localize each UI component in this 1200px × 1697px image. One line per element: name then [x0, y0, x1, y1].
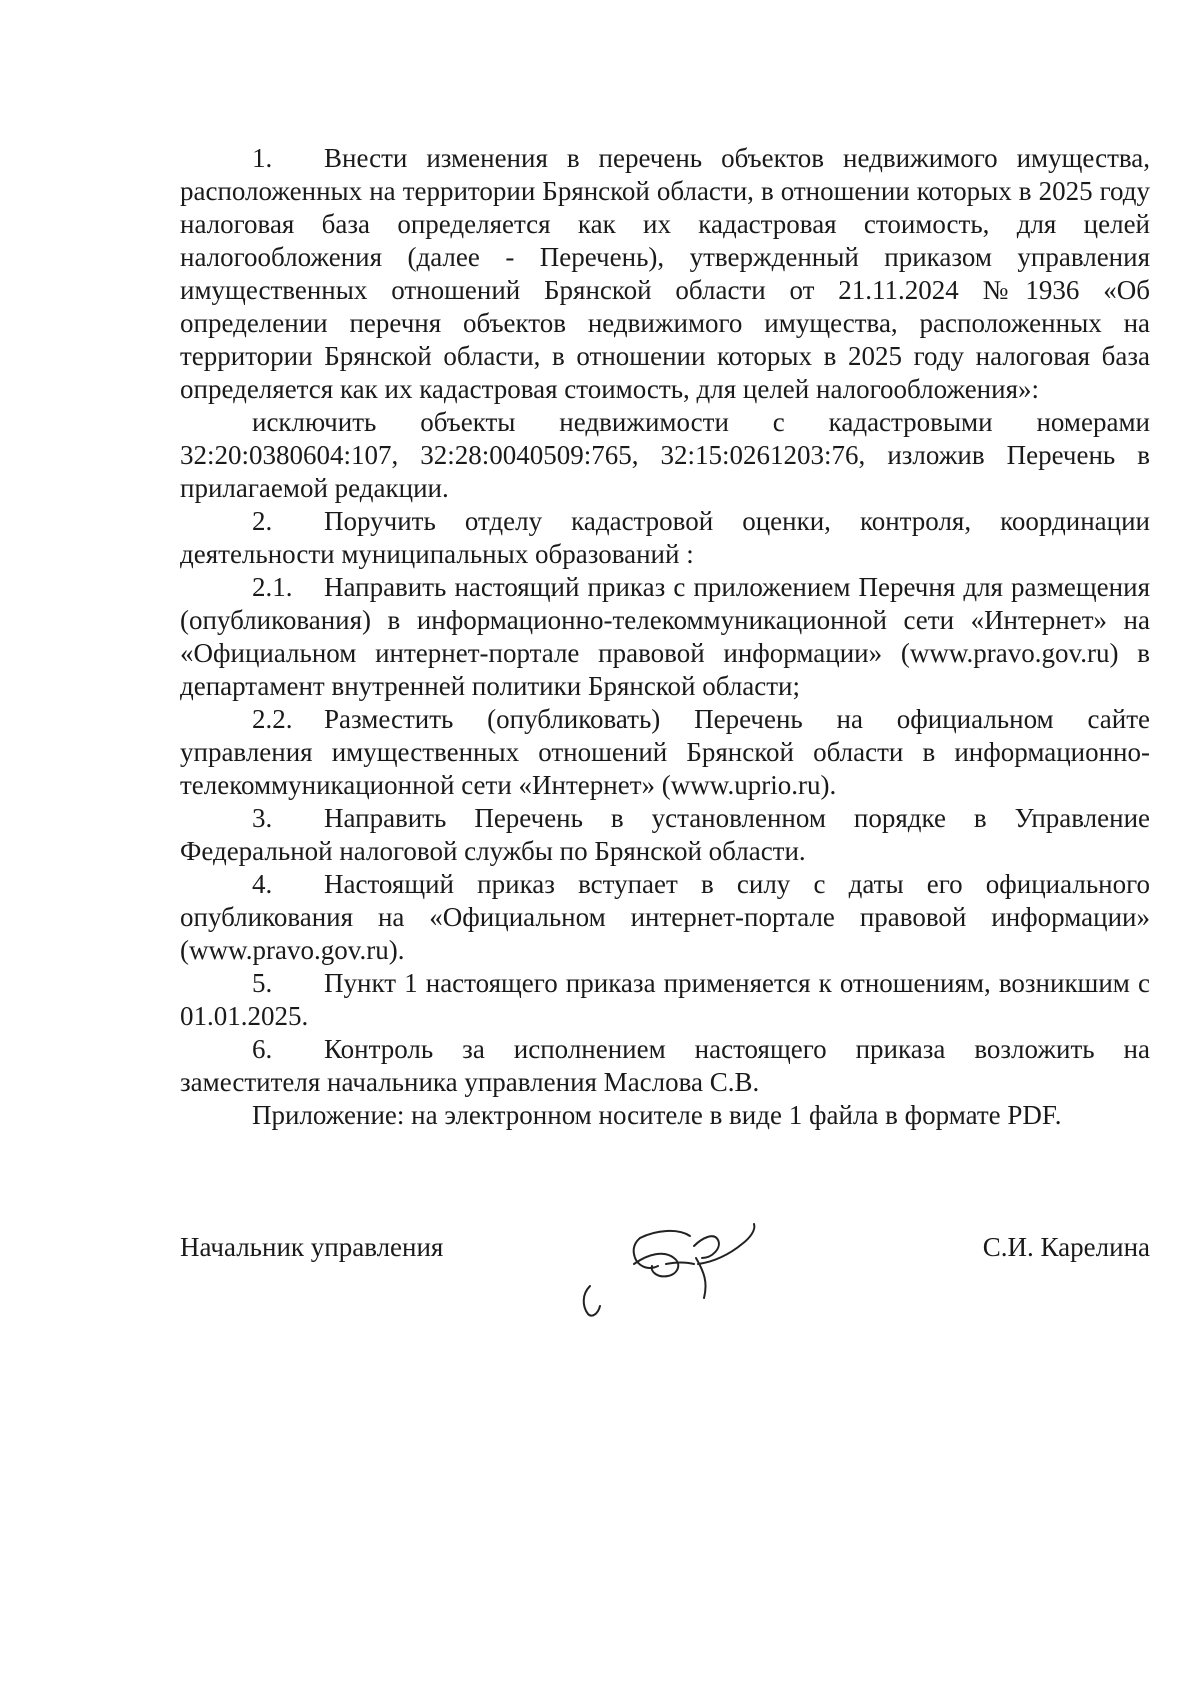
order-item-2-1	[180, 571, 1150, 703]
item-text: исключить объекты недвижимости с кадастровыми номерами 32:20:0380604:107, 32:28:0040509:765, 32:15:0261203:76, изложив Перечень в прилагаемой редакции.	[180, 407, 1150, 503]
item-number: 2.2.	[252, 704, 293, 734]
attachment-note: Приложение: на электронном носителе в виде 1 файла в формате PDF.	[252, 1100, 1062, 1130]
order-item-1	[180, 142, 1150, 406]
item-number: 3.	[252, 803, 273, 833]
item-number: 2.	[252, 506, 273, 536]
order-item-2-2	[180, 703, 1150, 802]
signer-name: С.И. Карелина	[982, 1232, 1150, 1262]
order-item-1-detail	[180, 406, 1150, 505]
item-number: 1.	[252, 143, 273, 173]
order-item-6	[180, 1033, 1150, 1099]
signer-position: Начальник управления	[180, 1232, 444, 1262]
handwritten-signature	[578, 1202, 768, 1322]
item-number: 6.	[252, 1034, 273, 1064]
item-text: Разместить (опубликовать) Перечень на официальном сайте управления имущественных отношений Брянской области в информационно-телекоммуникационной сети «Интернет» (www.uprio.ru).	[180, 704, 1150, 800]
order-item-4	[180, 868, 1150, 967]
order-item-2	[180, 505, 1150, 571]
order-item-3	[180, 802, 1150, 868]
item-text: Направить настоящий приказ с приложением Перечня для размещения (опубликования) в информационно-телекоммуникационной сети «Интернет» на «Официальном интернет-портале правовой информации» (www.pravo.gov.ru) в департамент внутренней политики Брянской области;	[180, 572, 1150, 701]
item-number: 4.	[252, 869, 273, 899]
item-text: Направить Перечень в установленном порядке в Управление Федеральной налоговой службы по Брянской области.	[180, 803, 1150, 866]
item-text: Поручить отделу кадастровой оценки, контроля, координации деятельности муниципальных образований :	[180, 506, 1150, 569]
order-item-5	[180, 967, 1150, 1033]
item-text: Внести изменения в перечень объектов недвижимого имущества, расположенных на территории Брянской области, в отношении которых в 2025 году налоговая база определяется как их кадастровая стоимость, для целей налогообложения (далее - Перечень), утвержденный приказом управления имущественных отношений Брянской области от 21.11.2024 №1936 «Об определении перечня объектов недвижимого имущества, расположенных на территории Брянской области, в отношении которых в 2025 году налоговая база определяется как их кадастровая стоимость, для целей налогообложения»:	[180, 143, 1150, 404]
item-text: Контроль за исполнением настоящего приказа возложить на заместителя начальника управления Маслова С.В.	[180, 1034, 1150, 1097]
signature-block	[180, 1232, 1150, 1362]
item-text: Настоящий приказ вступает в силу с даты его официального опубликования на «Официальном интернет-портале правовой информации» (www.pravo.gov.ru).	[180, 869, 1150, 965]
item-text: Пункт 1 настоящего приказа применяется к отношениям, возникшим с 01.01.2025.	[180, 968, 1150, 1031]
item-number: 5.	[252, 968, 273, 998]
order-body	[180, 142, 1150, 1132]
item-number: 2.1.	[252, 572, 293, 602]
